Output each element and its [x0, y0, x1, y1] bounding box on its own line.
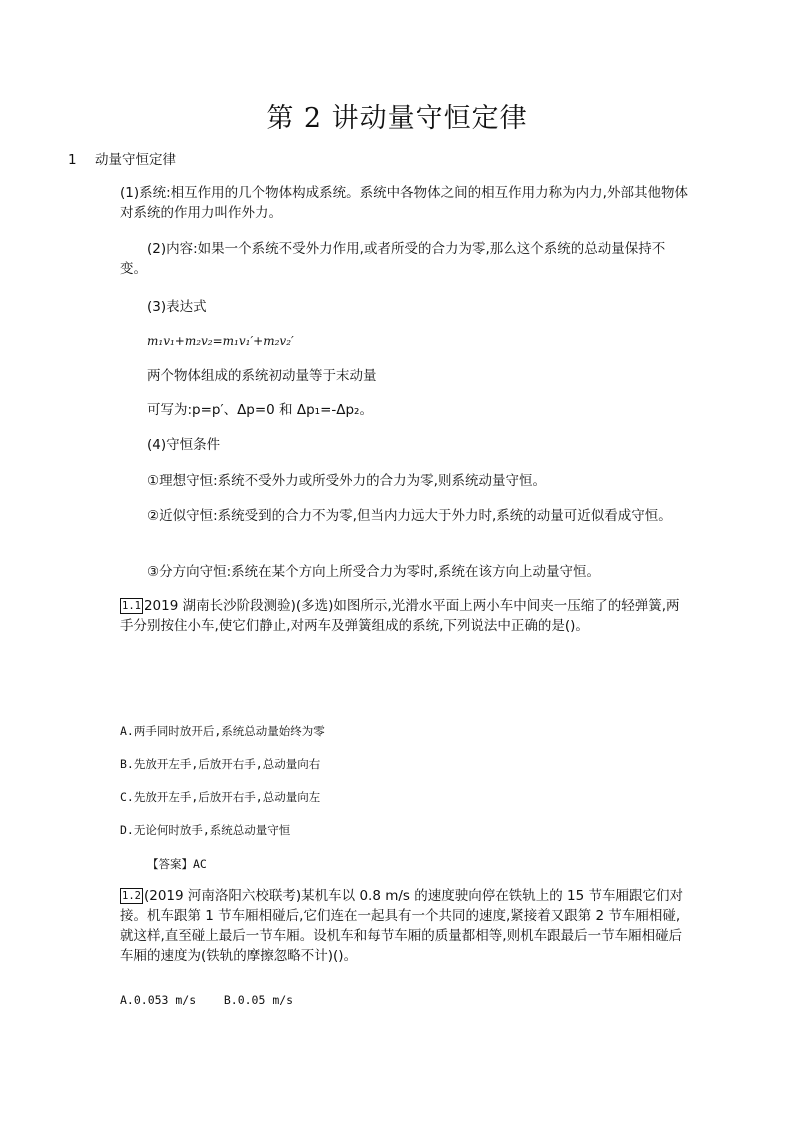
- momentum-formula: m₁v₁+m₂v₂=m₁v₁′+m₂v₂′: [147, 334, 294, 348]
- paragraph-system: (1)系统:相互作用的几个物体构成系统。系统中各物体之间的相互作用力称为内力,外部其他物体对系统的作用力叫作外力。: [120, 185, 688, 221]
- paragraph-initial-final: 两个物体组成的系统初动量等于末动量: [147, 368, 377, 384]
- question-text: 2019 湖南长沙阶段测验)(多选)如图所示,光滑水平面上两小车中间夹一压缩了的轻弹簧,两手分别按住小车,使它们静止,对两车及弹簧组成的系统,下列说法中正确的是()。: [120, 598, 680, 634]
- paragraph-content: (2)内容:如果一个系统不受外力作用,或者所受的合力为零,那么这个系统的总动量保持不变。: [120, 241, 666, 277]
- option-c: C.先放开左手,后放开右手,总动量向左: [120, 790, 321, 804]
- section-number: 1: [68, 152, 77, 168]
- paragraph-written-as: 可写为:p=p′、Δp=0 和 Δp₁=-Δp₂。: [147, 402, 373, 418]
- question-text: (2019 河南洛阳六校联考)某机车以 0.8 m/s 的速度驶向停在铁轨上的 15 节车厢跟它们对接。机车跟第 1 节车厢相碰后,它们连在一起具有一个共同的速度,紧接着又跟第 2 节车厢相碰,就这样,直至碰上最后一节车厢。设机车和每节车厢的质量都相等,则机车跟最后一节车厢相碰后车厢的速度为(铁轨的摩擦忽略不计)()。: [120, 888, 683, 964]
- question-tag: 1.2: [122, 890, 141, 902]
- question-tag: 1.1: [122, 600, 141, 612]
- question-1-2: [120, 886, 690, 966]
- condition-ideal: ①理想守恒:系统不受外力或所受外力的合力为零,则系统动量守恒。: [147, 473, 546, 489]
- options-row: A.0.053 m/s B.0.05 m/s: [120, 993, 294, 1007]
- option-a: A.两手同时放开后,系统总动量始终为零: [120, 724, 325, 738]
- option-b: B.先放开左手,后放开右手,总动量向右: [120, 757, 321, 771]
- condition-approximate: ②近似守恒:系统受到的合力不为零,但当内力远大于外力时,系统的动量可近似看成守恒。: [147, 508, 672, 524]
- paragraph-expression: (3)表达式: [147, 299, 207, 315]
- section-heading: 动量守恒定律: [95, 152, 176, 168]
- condition-directional: ③分方向守恒:系统在某个方向上所受合力为零时,系统在该方向上动量守恒。: [147, 564, 600, 580]
- question-1-1: [120, 596, 690, 636]
- paragraph-conditions: (4)守恒条件: [147, 437, 221, 453]
- option-d: D.无论何时放手,系统总动量守恒: [120, 823, 291, 837]
- answer-label: 【答案】AC: [147, 857, 207, 871]
- document-title: 第 2 讲动量守恒定律: [266, 103, 528, 134]
